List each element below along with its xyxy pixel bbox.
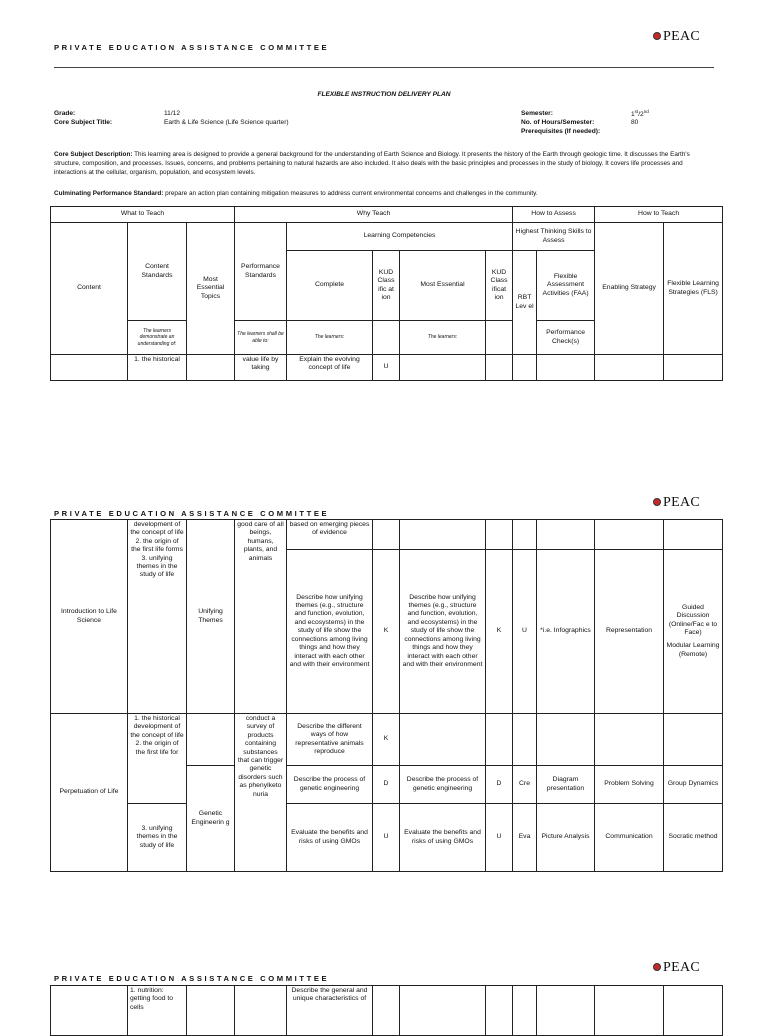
fls-header: Flexible Learning Strategies (FLS): [664, 223, 723, 355]
what-to-teach-header: What to Teach: [51, 207, 235, 223]
complete-competency-cell: Describe how unifying themes (e.g., structure and function, evolution, and ecosystems) in the study of life show the connections among living things and how they interact with each other and with their environment: [287, 550, 373, 714]
kud-cell: D: [373, 766, 400, 804]
rbt-level-header: RBT Lev el: [513, 251, 537, 355]
complete-header: Complete: [287, 251, 373, 321]
faa-cell: Picture Analysis: [537, 804, 595, 872]
kud-cell: K: [373, 714, 400, 766]
kud-header-2: KUD Class ificat ion: [486, 251, 513, 321]
rbt-cell: Eva: [513, 804, 537, 872]
header-divider: [54, 67, 714, 68]
complete-competency-cell: Evaluate the benefits and risks of using GMOs: [287, 804, 373, 872]
most-essential-topic-cell: Genetic Engineerin g: [187, 766, 235, 872]
kud-cell-2: D: [486, 766, 513, 804]
rbt-cell: U: [513, 550, 537, 714]
most-essential-header: Most Essential: [400, 251, 486, 321]
kud-cell: U: [373, 355, 400, 381]
performance-standard-cell: good care of all beings, humans, plants, and animals: [235, 520, 287, 714]
hours-value: 80: [631, 119, 639, 126]
kud-header: KUD Class ific at ion: [373, 251, 400, 321]
kud-cell: K: [373, 550, 400, 714]
content-standards-header: Content Standards: [128, 223, 187, 321]
peac-logo-icon: [653, 32, 661, 40]
complete-competency-cell: Describe the different ways of how representative animals reproduce: [287, 714, 373, 766]
enabling-strategy-cell: Problem Solving: [595, 766, 664, 804]
content-cell: Introduction to Life Science: [51, 520, 128, 714]
complete-competency-cell: Describe the general and unique characteristics of: [287, 986, 373, 1036]
enabling-strategy-cell: Communication: [595, 804, 664, 872]
content-standard-cell: 3. unifying themes in the study of life: [128, 804, 187, 872]
learning-competencies-header: Learning Competencies: [287, 223, 513, 251]
peac-logo-icon: [653, 963, 661, 971]
kud-cell: U: [373, 804, 400, 872]
fidp-table-page1: [50, 206, 723, 381]
performance-standard-cell: value life by taking: [235, 355, 287, 381]
semester-value: 1st/2nd: [631, 109, 649, 119]
most-essential-competency-cell: Evaluate the benefits and risks of using GMOs: [400, 804, 486, 872]
peac-logo: PEAC: [653, 960, 700, 976]
highest-thinking-header: Highest Thinking Skills to Assess: [513, 223, 595, 251]
fls-cell: Guided Discussion (Online/Fac e to Face) Modular Learning (Remote): [664, 550, 723, 714]
learners-note: The learners:: [287, 321, 373, 355]
subject-label: Core Subject Title:: [54, 119, 113, 126]
most-essential-competency-cell: Describe how unifying themes (e.g., structure and function, evolution, and ecosystems) in the study of life show the connections among living things and how they interact with each other and with their environment: [400, 550, 486, 714]
peac-logo: PEAC: [653, 29, 700, 45]
subject-description: Core Subject Description: This learning area is designed to provide a general background for the understanding of Earth Science and Biology. It presents the history of the Earth through geologic time. It discusses the Earth's structure, composition, and processes. Issues, concerns, and problems pertaining to natural hazards are also included. It also deals with the basic principles and processes in the study of biology. It covers life processes and interactions at the cellular, organism, population, and ecosystem levels.: [54, 151, 690, 176]
grade-value: 11/12: [164, 110, 181, 117]
content-standard-cell: development of the concept of life 2. the origin of the first life forms 3. unifying themes in the study of life: [128, 520, 187, 714]
enabling-strategy-header: Enabling Strategy: [595, 223, 664, 355]
org-header: PRIVATE EDUCATION ASSISTANCE COMMITTEE: [54, 509, 330, 518]
learners-understanding-note: The learners demonstrate an understanding of:: [128, 321, 187, 355]
fls-cell: Socratic method: [664, 804, 723, 872]
subject-value: Earth & Life Science (Life Science quarter): [164, 119, 289, 126]
culminating-standard: Culminating Performance Standard: prepare an action plan containing mitigation measures to address current environmental concerns and challenges in the community.: [54, 190, 538, 197]
content-standard-cell: 1. the historical development of the concept of life 2. the origin of the first life for: [128, 714, 187, 804]
faa-cell: *i.e. Infographics: [537, 550, 595, 714]
how-to-assess-header: How to Assess: [513, 207, 595, 223]
document-title: FLEXIBLE INSTRUCTION DELIVERY PLAN: [317, 91, 451, 98]
faa-cell: Diagram presentation: [537, 766, 595, 804]
content-standard-cell: 1. the historical: [128, 355, 187, 381]
peac-logo: PEAC: [653, 495, 700, 511]
fls-cell: Group Dynamics: [664, 766, 723, 804]
prereq-label: Prerequisites (If needed):: [521, 128, 601, 135]
semester-label: Semester:: [521, 110, 553, 117]
most-essential-topic-cell: Unifying Themes: [187, 520, 235, 714]
most-essential-topics-header: Most Essential Topics: [187, 223, 235, 355]
performance-standards-header: Performance Standards: [235, 223, 287, 321]
how-to-teach-header: How to Teach: [595, 207, 723, 223]
most-essential-competency-cell: Describe the process of genetic engineering: [400, 766, 486, 804]
rbt-cell: Cre: [513, 766, 537, 804]
complete-competency-cell: Describe the process of genetic engineering: [287, 766, 373, 804]
grade-label: Grade:: [54, 110, 76, 117]
hours-label: No. of Hours/Semester:: [521, 119, 595, 126]
content-cell: Perpetuation of Life: [51, 714, 128, 872]
performance-standard-cell: conduct a survey of products containing substances that can trigger genetic disorders such as phenylketo nuria: [235, 714, 287, 872]
peac-logo-icon: [653, 498, 661, 506]
kud-cell-2: U: [486, 804, 513, 872]
fidp-table-page3: [50, 985, 723, 1036]
complete-competency-cell: based on emerging pieces of evidence: [287, 520, 373, 550]
org-header: PRIVATE EDUCATION ASSISTANCE COMMITTEE: [54, 43, 330, 52]
complete-competency-cell: Explain the evolving concept of life: [287, 355, 373, 381]
kud-cell-2: K: [486, 550, 513, 714]
learners-note-2: The learners:: [400, 321, 486, 355]
faa-header: Flexible Assessment Activities (FAA): [537, 251, 595, 321]
performance-check-header: Performance Check(s): [537, 321, 595, 355]
enabling-strategy-cell: Representation: [595, 550, 664, 714]
fidp-table-page2: [50, 519, 723, 872]
content-standard-cell: 1. nutrition: getting food to cells: [128, 986, 187, 1036]
org-header: PRIVATE EDUCATION ASSISTANCE COMMITTEE: [54, 974, 330, 983]
why-teach-header: Why Teach: [235, 207, 513, 223]
content-header: Content: [51, 223, 128, 355]
learners-able-note: The learners shall be able to:: [235, 321, 287, 355]
